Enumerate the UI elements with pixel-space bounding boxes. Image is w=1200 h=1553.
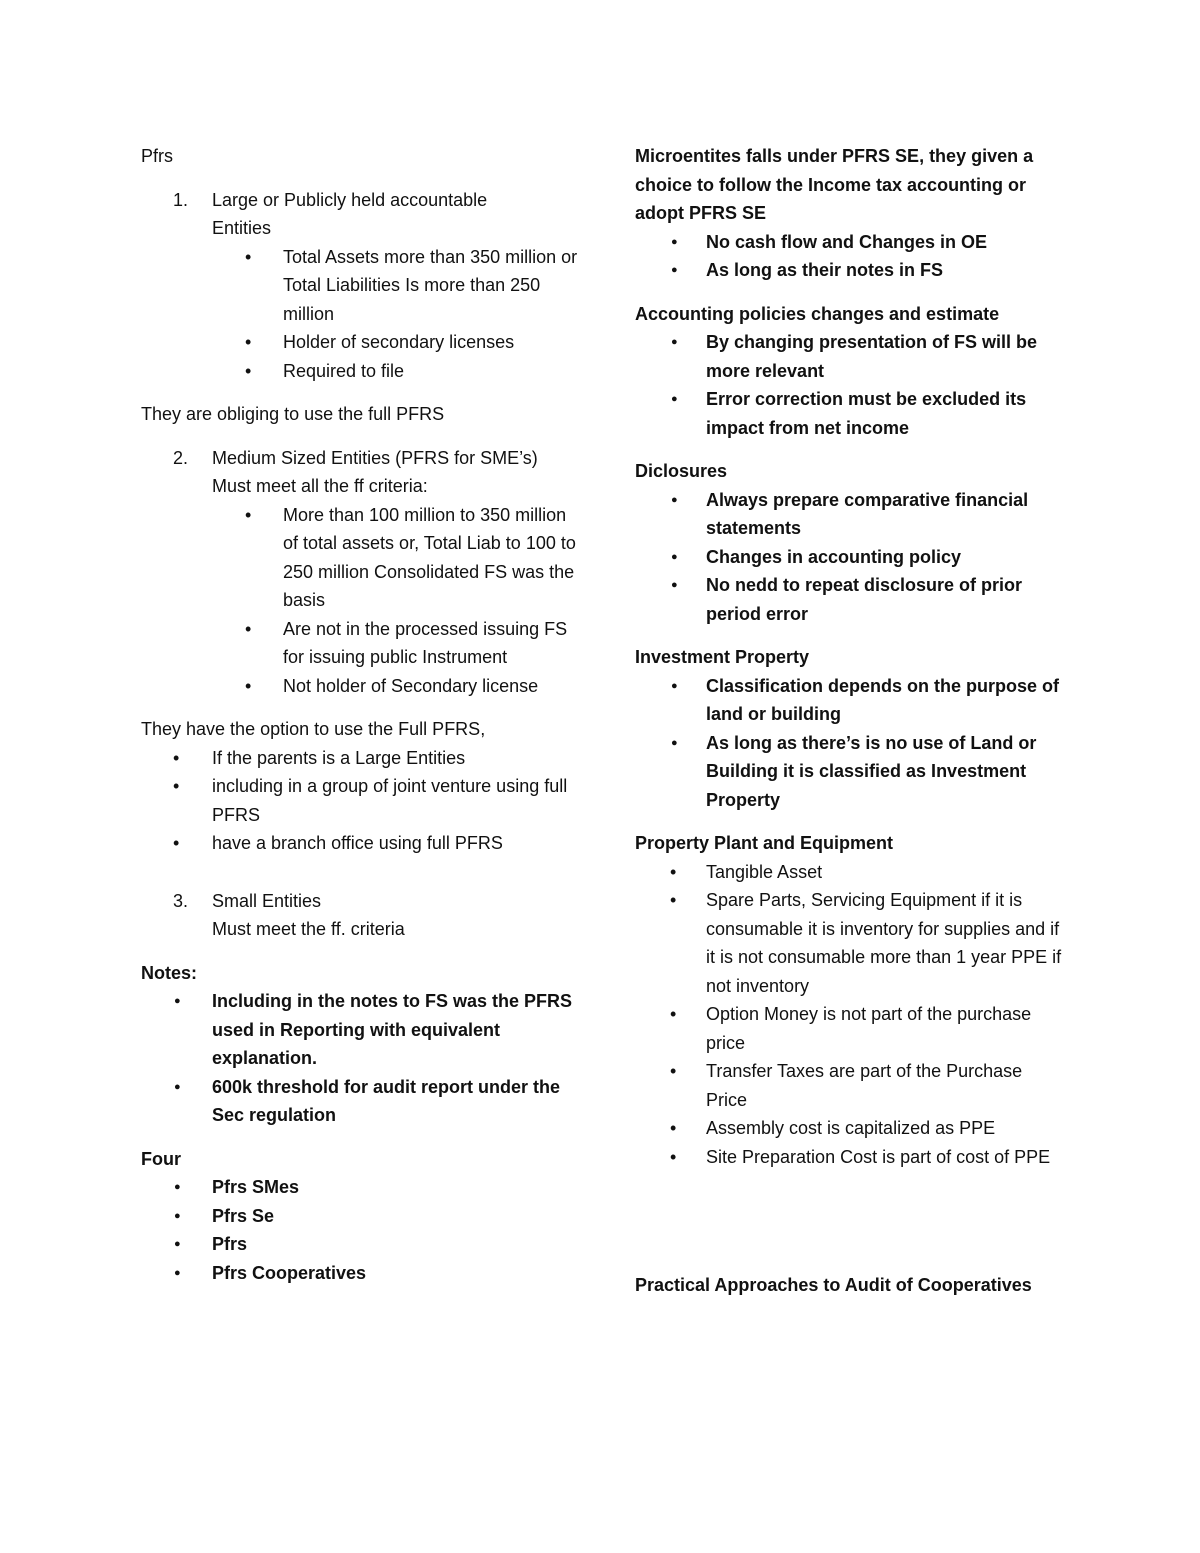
item-label: Small Entities [212, 890, 322, 911]
list-item: • Holder of secondary licenses [212, 328, 581, 357]
item-number: 2. [173, 447, 189, 468]
large-entities-criteria-list [141, 243, 581, 386]
item-number: 1. [173, 189, 189, 210]
list-item: • Required to file [212, 357, 581, 386]
item-label: Large or Publicly held accountable [212, 189, 488, 210]
notes-heading: Notes: [141, 962, 198, 983]
item-number: 3. [173, 890, 189, 911]
ppe-list [635, 858, 1065, 1172]
microentities-list [635, 228, 1065, 285]
item-label-continued: Must meet all the ff criteria: [212, 476, 428, 496]
numbered-item-medium-entities [141, 444, 581, 501]
list-item: • If the parents is a Large Entities [141, 744, 581, 773]
microentities-text: Microentites falls under PFRS SE, they given a choice to follow the Income tax accounting or adopt PFRS SE [635, 146, 1034, 223]
list-item: ● Pfrs Se [141, 1202, 581, 1231]
list-item: • Not holder of Secondary license [212, 672, 581, 701]
list-item: • Assembly cost is capitalized as PPE [635, 1114, 1065, 1143]
list-item: ● As long as their notes in FS [635, 256, 1065, 285]
policies-heading: Accounting policies changes and estimate [635, 303, 1000, 324]
list-item: ● Pfrs [141, 1230, 581, 1259]
left-column [141, 142, 581, 1287]
practical-heading: Practical Approaches to Audit of Cooperatives [635, 1275, 1032, 1295]
list-item: • including in a group of joint venture using full PFRS [141, 772, 581, 829]
obliging-text: They are obliging to use the full PFRS [141, 404, 445, 424]
list-item: • Spare Parts, Servicing Equipment if it is consumable it is inventory for supplies and if it is not consumable more than 1 year PPE if not inventory [635, 886, 1065, 1000]
item-label-continued: Entities [212, 218, 272, 238]
list-item: • Option Money is not part of the purchase price [635, 1000, 1065, 1057]
numbered-item-small-entities [141, 887, 581, 944]
list-item: ● Always prepare comparative financial statements [635, 486, 1065, 543]
item-label: Medium Sized Entities (PFRS for SME’s) [212, 447, 538, 468]
list-item: ● 600k threshold for audit report under the Sec regulation [141, 1073, 581, 1130]
list-item: ● Pfrs SMes [141, 1173, 581, 1202]
option-text: They have the option to use the Full PFRS, [141, 719, 486, 739]
list-item: ● By changing presentation of FS will be more relevant [635, 328, 1065, 385]
four-heading: Four [141, 1148, 181, 1169]
investment-heading: Investment Property [635, 647, 810, 667]
list-item: • Are not in the processed issuing FS for issuing public Instrument [212, 615, 581, 672]
disclosures-list [635, 486, 1065, 629]
list-item: • Total Assets more than 350 million or Total Liabilities Is more than 250 million [212, 243, 581, 329]
option-list [141, 744, 581, 858]
four-list [141, 1173, 581, 1287]
list-item: • More than 100 million to 350 million of total assets or, Total Liab to 100 to 250 million Consolidated FS was the basis [212, 501, 581, 615]
heading-pfrs: Pfrs [141, 146, 174, 166]
list-item: ● Including in the notes to FS was the PFRS used in Reporting with equivalent explanation. [141, 987, 581, 1073]
medium-entities-criteria-list [141, 501, 581, 701]
list-item: • Tangible Asset [635, 858, 1065, 887]
numbered-item-large-entities [141, 186, 581, 243]
list-item: ● No nedd to repeat disclosure of prior period error [635, 571, 1065, 628]
investment-list [635, 672, 1065, 815]
list-item: • Site Preparation Cost is part of cost of PPE [635, 1143, 1065, 1172]
list-item: • have a branch office using full PFRS [141, 829, 581, 858]
right-column [635, 142, 1065, 1300]
list-item: ● Changes in accounting policy [635, 543, 1065, 572]
item-label-continued: Must meet the ff. criteria [212, 919, 405, 939]
list-item: ● Error correction must be excluded its impact from net income [635, 385, 1065, 442]
list-item: ● No cash flow and Changes in OE [635, 228, 1065, 257]
disclosures-heading: Diclosures [635, 461, 728, 481]
list-item: ● Pfrs Cooperatives [141, 1259, 581, 1288]
list-item: • Transfer Taxes are part of the Purchase Price [635, 1057, 1065, 1114]
notes-list [141, 987, 581, 1130]
list-item: ● Classification depends on the purpose of land or building [635, 672, 1065, 729]
list-item: ● As long as there’s is no use of Land or Building it is classified as Investment Property [635, 729, 1065, 815]
policies-list [635, 328, 1065, 442]
ppe-heading: Property Plant and Equipment [635, 833, 894, 853]
